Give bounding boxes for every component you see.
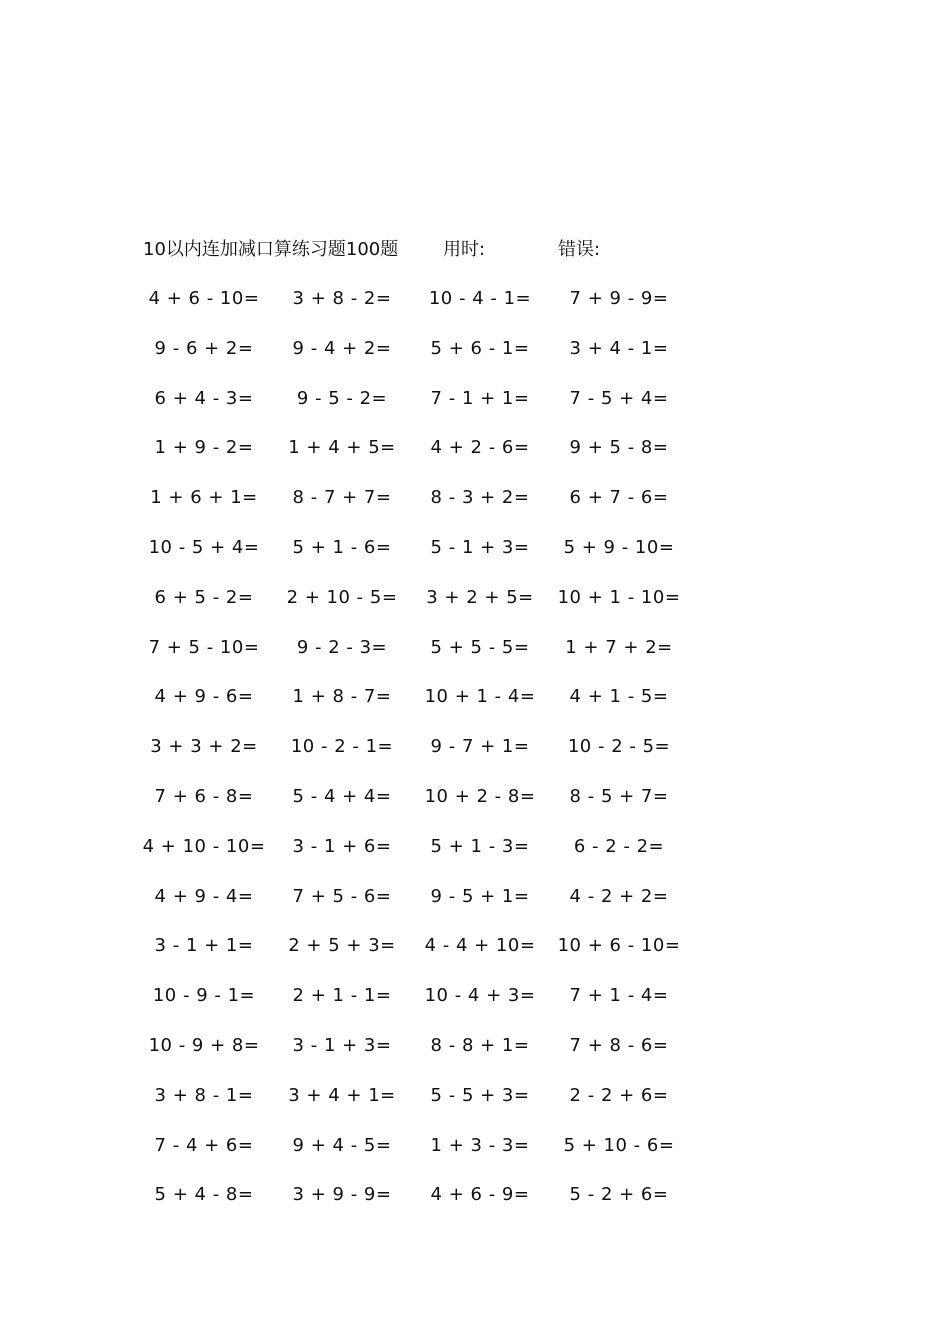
- problem-item: 7 + 8 - 6=: [569, 1035, 669, 1056]
- problem-item: 1 + 8 - 7=: [292, 686, 392, 708]
- problem-item: 10 - 2 - 5=: [567, 736, 671, 758]
- problem-item: 8 - 5 + 7=: [569, 786, 669, 807]
- problem-item: 5 - 2 + 6=: [569, 1184, 669, 1206]
- problem-item: 6 + 4 - 3=: [154, 387, 254, 409]
- problem-item: 5 + 1 - 6=: [292, 537, 392, 558]
- problem-item: 4 + 6 - 10=: [148, 288, 260, 309]
- problem-item: 3 + 8 - 1=: [154, 1084, 254, 1106]
- problem-item: 1 + 3 - 3=: [430, 1134, 530, 1156]
- problem-item: 2 + 5 + 3=: [288, 935, 396, 957]
- problem-item: 2 + 1 - 1=: [292, 985, 392, 1007]
- problem-item: 4 + 9 - 4=: [154, 885, 254, 907]
- problem-item: 8 - 3 + 2=: [430, 487, 530, 509]
- problem-item: 4 - 4 + 10=: [424, 935, 536, 957]
- problem-item: 3 + 9 - 9=: [292, 1184, 392, 1206]
- problem-item: 3 + 4 + 1=: [288, 1084, 396, 1106]
- problem-item: 5 + 9 - 10=: [563, 537, 675, 558]
- problem-item: 8 - 8 + 1=: [430, 1035, 530, 1056]
- problem-item: 10 - 5 + 4=: [148, 537, 260, 558]
- problem-row: [130, 483, 690, 513]
- problem-item: 10 - 9 - 1=: [152, 985, 256, 1007]
- problem-row: [130, 682, 690, 712]
- problem-item: 3 + 8 - 2=: [292, 288, 392, 309]
- problem-row: [130, 284, 690, 314]
- problem-item: 5 - 4 + 4=: [292, 786, 392, 807]
- problem-item: 3 - 1 + 1=: [154, 935, 254, 957]
- problem-item: 10 + 1 - 10=: [557, 586, 681, 608]
- problem-item: 4 + 9 - 6=: [154, 686, 254, 708]
- problem-item: 3 - 1 + 6=: [292, 835, 392, 857]
- problem-item: 1 + 7 + 2=: [565, 636, 673, 658]
- problem-item: 5 + 1 - 3=: [430, 835, 530, 857]
- problem-item: 3 + 2 + 5=: [426, 586, 534, 608]
- problem-item: 5 - 5 + 3=: [430, 1084, 530, 1106]
- problem-item: 1 + 6 + 1=: [150, 487, 258, 509]
- problem-item: 7 + 9 - 9=: [569, 288, 669, 309]
- problem-item: 7 + 5 - 6=: [292, 885, 392, 907]
- problem-item: 5 + 6 - 1=: [430, 337, 530, 359]
- problem-item: 3 + 3 + 2=: [150, 736, 258, 758]
- problem-item: 8 - 7 + 7=: [292, 487, 392, 509]
- problem-row: [130, 931, 690, 961]
- problem-row: [130, 334, 690, 364]
- problem-item: 9 - 4 + 2=: [292, 337, 392, 359]
- problem-item: 6 + 5 - 2=: [154, 586, 254, 608]
- problem-item: 7 + 1 - 4=: [569, 985, 669, 1007]
- problem-item: 5 + 5 - 5=: [430, 636, 530, 658]
- problem-row: [130, 1031, 690, 1061]
- problem-row: [130, 384, 690, 414]
- problem-item: 6 - 2 - 2=: [573, 835, 665, 857]
- problem-row: [130, 1131, 690, 1161]
- problem-item: 2 + 10 - 5=: [286, 586, 398, 608]
- problem-item: 5 + 4 - 8=: [154, 1184, 254, 1206]
- problem-item: 4 + 2 - 6=: [430, 437, 530, 459]
- problem-item: 9 + 4 - 5=: [292, 1134, 392, 1156]
- problem-item: 4 + 10 - 10=: [142, 835, 266, 857]
- problem-item: 9 - 5 + 1=: [430, 885, 530, 907]
- problem-item: 7 - 4 + 6=: [154, 1134, 254, 1156]
- problem-item: 5 + 10 - 6=: [563, 1134, 675, 1156]
- problem-item: 4 + 6 - 9=: [430, 1184, 530, 1206]
- problem-row: [130, 633, 690, 663]
- problem-item: 4 + 1 - 5=: [569, 686, 669, 708]
- problem-item: 7 + 6 - 8=: [154, 786, 254, 807]
- problem-item: 9 - 5 - 2=: [296, 387, 388, 409]
- problem-item: 10 - 9 + 8=: [148, 1035, 260, 1056]
- problem-item: 4 - 2 + 2=: [569, 885, 669, 907]
- problem-item: 2 - 2 + 6=: [569, 1084, 669, 1106]
- problem-item: 9 - 2 - 3=: [296, 636, 388, 658]
- problem-item: 6 + 7 - 6=: [569, 487, 669, 509]
- problem-item: 10 - 4 - 1=: [428, 288, 532, 309]
- problem-item: 3 - 1 + 3=: [292, 1035, 392, 1056]
- problem-row: [130, 832, 690, 862]
- problem-item: 1 + 4 + 5=: [288, 437, 396, 459]
- problem-item: 7 - 5 + 4=: [569, 387, 669, 409]
- problem-row: [130, 981, 690, 1011]
- problem-item: 1 + 9 - 2=: [154, 437, 254, 459]
- problem-row: [130, 1081, 690, 1111]
- problem-item: 10 - 4 + 3=: [424, 985, 536, 1007]
- problem-item: 9 + 5 - 8=: [569, 437, 669, 459]
- problem-row: [130, 1180, 690, 1210]
- problem-row: [130, 583, 690, 613]
- problem-item: 7 + 5 - 10=: [148, 636, 260, 658]
- problem-item: 7 - 1 + 1=: [430, 387, 530, 409]
- problem-row: [130, 732, 690, 762]
- problem-item: 10 + 6 - 10=: [557, 935, 681, 957]
- problem-item: 3 + 4 - 1=: [569, 337, 669, 359]
- problem-item: 9 - 7 + 1=: [430, 736, 530, 758]
- time-label: 用时:: [443, 239, 486, 260]
- problem-item: 10 + 1 - 4=: [424, 686, 536, 708]
- error-label: 错误:: [558, 239, 601, 260]
- worksheet-title: 10以内连加减口算练习题100题: [143, 239, 399, 260]
- problem-item: 9 - 6 + 2=: [154, 337, 254, 359]
- problem-row: [130, 533, 690, 563]
- problem-item: 10 - 2 - 1=: [290, 736, 394, 758]
- problem-item: 10 + 2 - 8=: [424, 786, 536, 807]
- problem-row: [130, 782, 690, 812]
- problem-row: [130, 433, 690, 463]
- problem-item: 5 - 1 + 3=: [430, 537, 530, 558]
- problem-row: [130, 882, 690, 912]
